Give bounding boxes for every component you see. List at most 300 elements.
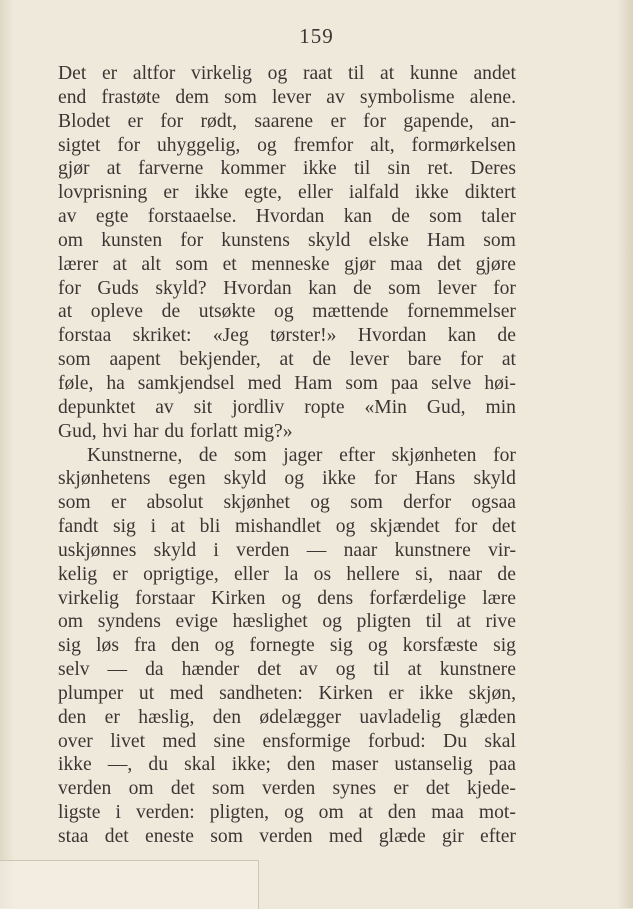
word: andet xyxy=(473,63,516,84)
word: Blodet xyxy=(58,110,111,132)
word: et xyxy=(222,253,237,275)
word: Guds xyxy=(97,277,139,299)
text-line xyxy=(58,86,516,110)
word: ikke xyxy=(194,182,229,204)
word: kunne xyxy=(409,63,458,84)
word: Ham xyxy=(427,229,466,251)
word: depunktet xyxy=(58,396,136,418)
word: Deres xyxy=(470,158,516,180)
word: rødt, xyxy=(200,110,237,132)
word: pligten, xyxy=(209,802,270,824)
text-line xyxy=(58,539,516,563)
word: min xyxy=(485,396,516,418)
word: utsøkte xyxy=(198,301,256,323)
word: ikke; xyxy=(231,754,271,776)
word: lære xyxy=(482,587,516,609)
word: gjøre xyxy=(475,253,516,275)
word: forbud: xyxy=(367,730,426,752)
word: hæslig, xyxy=(138,706,195,728)
word: pligten xyxy=(356,611,412,633)
text-line xyxy=(58,134,516,158)
text-line xyxy=(58,587,516,611)
word: de xyxy=(497,563,516,585)
word: plumper xyxy=(58,682,124,704)
word: taler xyxy=(481,206,516,228)
word: de xyxy=(161,301,181,323)
word: for xyxy=(117,134,141,156)
word: at xyxy=(279,349,294,371)
text-line xyxy=(58,491,516,515)
word: forstaar xyxy=(135,587,195,609)
word: rive xyxy=(485,611,516,633)
word: eneste xyxy=(145,826,194,847)
word: i xyxy=(150,516,157,538)
word: i xyxy=(213,539,219,561)
word: og xyxy=(367,635,388,657)
word: av xyxy=(58,206,77,228)
word: forfærdelige xyxy=(369,587,467,609)
word: og xyxy=(284,802,304,824)
word: og xyxy=(335,659,356,681)
word: for xyxy=(374,468,397,490)
word: er xyxy=(112,563,128,585)
word: til xyxy=(425,611,443,633)
word: om xyxy=(58,229,84,251)
word: fremfor xyxy=(293,134,354,156)
word: som xyxy=(350,492,383,514)
word: ødelægger xyxy=(259,706,342,728)
word: mig?» xyxy=(243,420,293,442)
word: kunstnere xyxy=(394,539,471,561)
word: høi- xyxy=(484,372,516,394)
word: hvi xyxy=(102,420,128,442)
word: løs xyxy=(96,635,119,657)
word: lever xyxy=(437,277,477,299)
word: de xyxy=(312,349,331,371)
word: ikke xyxy=(419,682,454,704)
word: paa xyxy=(488,754,516,776)
word: skyld xyxy=(223,468,267,490)
word: de xyxy=(353,277,372,299)
word: mot- xyxy=(478,802,516,824)
word: sig xyxy=(58,635,81,657)
word: egte, xyxy=(244,182,282,204)
word: tørster!» xyxy=(270,325,337,347)
word: som xyxy=(175,253,209,275)
word: eller xyxy=(298,182,333,204)
word: lovprisning xyxy=(58,182,148,204)
word: til xyxy=(348,63,365,84)
word: kommer xyxy=(220,158,286,180)
text-line xyxy=(58,372,516,396)
word: alene. xyxy=(469,86,516,108)
word: ikke xyxy=(58,754,92,776)
word: verden xyxy=(259,826,313,847)
word: skyld xyxy=(153,539,197,561)
word: samkjendsel xyxy=(137,372,235,394)
page-edge-shadow-right xyxy=(617,0,633,908)
word: av xyxy=(299,659,318,681)
word: eller xyxy=(234,563,269,585)
word: skal xyxy=(184,754,216,776)
word: og xyxy=(267,63,288,84)
word: hæslighet xyxy=(232,611,308,633)
word: kunsten xyxy=(101,229,163,251)
word: kan xyxy=(343,206,372,228)
word: ialfald xyxy=(348,182,399,204)
word: for xyxy=(493,444,516,466)
word: er xyxy=(111,492,127,514)
word: staa xyxy=(58,826,89,847)
word: lærer xyxy=(58,253,99,275)
text-line xyxy=(58,229,516,253)
text-line xyxy=(58,682,516,706)
word: selv xyxy=(58,659,90,681)
word: bare xyxy=(407,349,442,371)
text-line xyxy=(58,515,516,539)
word: er xyxy=(163,182,179,204)
word: ikke xyxy=(303,158,337,180)
word: skjønhet xyxy=(223,492,290,514)
word: og xyxy=(281,587,302,609)
word: sig xyxy=(112,516,136,538)
word: end xyxy=(58,86,87,108)
word: er xyxy=(104,706,120,728)
word: at xyxy=(501,349,516,371)
text-line xyxy=(58,658,516,682)
word: lever xyxy=(271,86,312,108)
word: det xyxy=(170,778,195,800)
word: ha xyxy=(106,372,125,394)
word: bli xyxy=(199,516,221,538)
word: skal xyxy=(484,730,516,752)
word: ikke xyxy=(322,468,356,490)
word: som xyxy=(388,277,421,299)
text-line xyxy=(58,753,516,777)
word: det xyxy=(257,659,282,681)
word: gapende, xyxy=(403,110,474,132)
word: verden xyxy=(58,778,112,800)
word: som xyxy=(483,229,516,251)
word: den xyxy=(387,802,417,824)
word: Gud, xyxy=(58,420,97,442)
word: hænder xyxy=(181,659,240,681)
word: til xyxy=(353,158,371,180)
word: kjede- xyxy=(467,778,516,800)
word: det xyxy=(492,516,516,538)
word: synes xyxy=(332,778,377,800)
word: «Jeg xyxy=(212,325,249,347)
word: om xyxy=(318,802,344,824)
text-line xyxy=(58,706,516,730)
word: sine xyxy=(213,730,246,752)
text-line xyxy=(58,444,516,468)
word: ogsaa xyxy=(471,492,516,514)
word: med xyxy=(328,826,363,847)
word: at xyxy=(106,158,121,180)
text-line xyxy=(58,825,516,849)
text-line xyxy=(58,563,516,587)
word: uavladelig xyxy=(359,706,442,728)
word: for xyxy=(58,277,81,299)
word: paa xyxy=(390,372,419,394)
text-line xyxy=(58,730,516,754)
page-number: 159 xyxy=(299,24,334,48)
word: saarene xyxy=(254,110,314,132)
word: hellere xyxy=(346,563,400,585)
word: korsfæste xyxy=(402,635,478,657)
word: la xyxy=(284,563,299,585)
word: som xyxy=(212,778,245,800)
word: evige xyxy=(175,611,218,633)
word: maa xyxy=(431,802,464,824)
word: er xyxy=(101,63,118,84)
word: det xyxy=(425,778,450,800)
word: du xyxy=(148,754,169,776)
word: sit xyxy=(193,396,213,418)
word: de xyxy=(497,325,516,347)
word: Det xyxy=(58,63,87,84)
word: forstaaelse. xyxy=(147,206,237,228)
word: altfor xyxy=(132,63,176,84)
word: ikke xyxy=(415,182,449,204)
word: du xyxy=(164,420,184,442)
word: skyld? xyxy=(155,277,207,299)
word: at xyxy=(58,301,73,323)
word: for xyxy=(454,516,478,538)
word: at xyxy=(112,253,127,275)
word: ret. xyxy=(427,158,454,180)
word: virkelig xyxy=(58,587,119,609)
text-line xyxy=(58,420,516,444)
word: maser xyxy=(331,754,379,776)
page-edge-shadow-left xyxy=(0,0,14,908)
word: Hans xyxy=(415,468,456,490)
word: dens xyxy=(317,587,354,609)
word: kelig xyxy=(58,563,98,585)
word: at xyxy=(380,63,395,84)
word: verden xyxy=(236,539,290,561)
word: for xyxy=(363,110,386,132)
word: er xyxy=(127,110,143,132)
word: har xyxy=(133,420,159,442)
word: i xyxy=(115,802,121,824)
word: kan xyxy=(447,325,477,347)
word: ropte xyxy=(304,396,345,418)
library-label-box xyxy=(0,860,259,909)
text-line xyxy=(58,205,516,229)
text-line xyxy=(58,634,516,658)
word: og xyxy=(335,516,356,538)
word: med xyxy=(247,372,282,394)
word: gir xyxy=(441,826,464,847)
word: til xyxy=(373,659,390,681)
word: egen xyxy=(168,468,206,490)
word: om xyxy=(58,611,84,633)
word: gjør xyxy=(344,253,376,275)
word: føle, xyxy=(58,372,94,394)
word: skjændet xyxy=(370,516,440,538)
word: at xyxy=(170,516,185,538)
word: bekjender, xyxy=(179,349,261,371)
word: de xyxy=(198,444,218,466)
word: formørkelsen xyxy=(411,134,516,156)
word: dem xyxy=(175,86,210,108)
word: for xyxy=(180,229,204,251)
word: opleve xyxy=(90,301,144,323)
word: og xyxy=(274,301,294,323)
word: mættende xyxy=(312,301,389,323)
word: frastøte xyxy=(101,86,161,108)
word: aapent xyxy=(109,349,161,371)
word: sig xyxy=(493,635,516,657)
word: Ham xyxy=(294,372,333,394)
word: den xyxy=(287,754,316,776)
word: ustanselig xyxy=(394,754,473,776)
word: det xyxy=(437,253,462,275)
word: skyld xyxy=(308,229,351,251)
word: alt xyxy=(141,253,161,275)
word: an- xyxy=(490,110,516,132)
word: og xyxy=(257,134,277,156)
word: lever xyxy=(349,349,389,371)
word: — xyxy=(306,539,327,561)
text-line xyxy=(58,324,516,348)
word: livet xyxy=(110,730,146,752)
word: Kirken xyxy=(211,587,266,609)
word: med xyxy=(169,682,204,704)
word: det xyxy=(104,826,129,847)
word: skyld xyxy=(473,468,516,490)
word: skjønheten xyxy=(391,444,477,466)
text-line xyxy=(58,277,516,301)
word: den xyxy=(58,706,87,728)
word: elske xyxy=(368,229,409,251)
word: egte xyxy=(95,206,129,228)
word: oprigtige, xyxy=(143,563,219,585)
word: at xyxy=(358,802,373,824)
word: som xyxy=(429,206,462,228)
word: uskjønnes xyxy=(58,539,137,561)
word: fornegte xyxy=(249,635,315,657)
word: og xyxy=(214,635,235,657)
word: glæden xyxy=(459,706,516,728)
word: ut xyxy=(138,682,155,704)
word: Hvordan xyxy=(357,325,427,347)
word: og xyxy=(322,611,342,633)
word: derfor xyxy=(403,492,452,514)
word: naar xyxy=(448,563,483,585)
word: alt, xyxy=(370,134,395,156)
word: jager xyxy=(283,444,323,466)
word: da xyxy=(145,659,164,681)
word: er xyxy=(393,778,409,800)
word: er xyxy=(388,682,404,704)
word: at xyxy=(456,611,471,633)
text-line xyxy=(58,181,516,205)
word: —, xyxy=(107,754,133,776)
word: forlatt xyxy=(189,420,238,442)
word: og xyxy=(310,492,330,514)
word: syndens xyxy=(97,611,161,633)
word: glæde xyxy=(378,826,426,847)
word: kan xyxy=(308,277,337,299)
word: Kirken xyxy=(318,682,373,704)
word: den xyxy=(212,706,242,728)
word: virkelig xyxy=(191,63,252,84)
text-line xyxy=(58,253,516,277)
word: som xyxy=(233,444,267,466)
word: gjør xyxy=(58,158,90,180)
word: diktert xyxy=(464,182,516,204)
word: av xyxy=(326,86,345,108)
word: ligste xyxy=(58,802,101,824)
word: os xyxy=(313,563,332,585)
text-line xyxy=(58,396,516,420)
word: med xyxy=(162,730,197,752)
word: skjønhetens xyxy=(58,468,151,490)
text-line xyxy=(58,610,516,634)
word: «Min xyxy=(364,396,407,418)
word: som xyxy=(58,492,91,514)
word: fornemmelser xyxy=(407,301,516,323)
word: sandheten: xyxy=(219,682,303,704)
text-line xyxy=(58,777,516,801)
word: menneske xyxy=(251,253,330,275)
word: — xyxy=(107,659,128,681)
word: kunstens xyxy=(221,229,290,251)
word: raat xyxy=(302,63,333,84)
word: over xyxy=(58,730,93,752)
text-line xyxy=(58,467,516,491)
word: kunstnere xyxy=(439,659,516,681)
word: efter xyxy=(480,826,516,847)
word: for xyxy=(460,349,484,371)
word: Kunstnerne, xyxy=(87,444,183,466)
word: fandt xyxy=(58,516,99,538)
word: selve xyxy=(431,372,472,394)
word: av xyxy=(155,396,174,418)
word: forstaa xyxy=(58,325,112,347)
word: som xyxy=(345,372,378,394)
word: den xyxy=(171,635,200,657)
word: som xyxy=(58,349,91,371)
word: de xyxy=(391,206,410,228)
word: skjøn, xyxy=(468,682,516,704)
word: mishandlet xyxy=(235,516,321,538)
word: fra xyxy=(134,635,156,657)
word: maa xyxy=(390,253,423,275)
word: som xyxy=(224,86,257,108)
word: verden: xyxy=(135,802,195,824)
word: for xyxy=(493,277,516,299)
text-line xyxy=(58,801,516,825)
word: naar xyxy=(343,539,378,561)
text-line xyxy=(58,157,516,181)
word: vir- xyxy=(488,539,516,561)
word: sigtet xyxy=(58,134,101,156)
word: sig xyxy=(329,635,353,657)
word: om xyxy=(128,778,154,800)
word: at xyxy=(407,659,422,681)
word: som xyxy=(210,826,243,847)
word: Du xyxy=(443,730,467,752)
word: si, xyxy=(415,563,434,585)
word: symbolisme xyxy=(359,86,455,108)
word: efter xyxy=(339,444,375,466)
word: sin xyxy=(387,158,411,180)
word: for xyxy=(160,110,184,132)
